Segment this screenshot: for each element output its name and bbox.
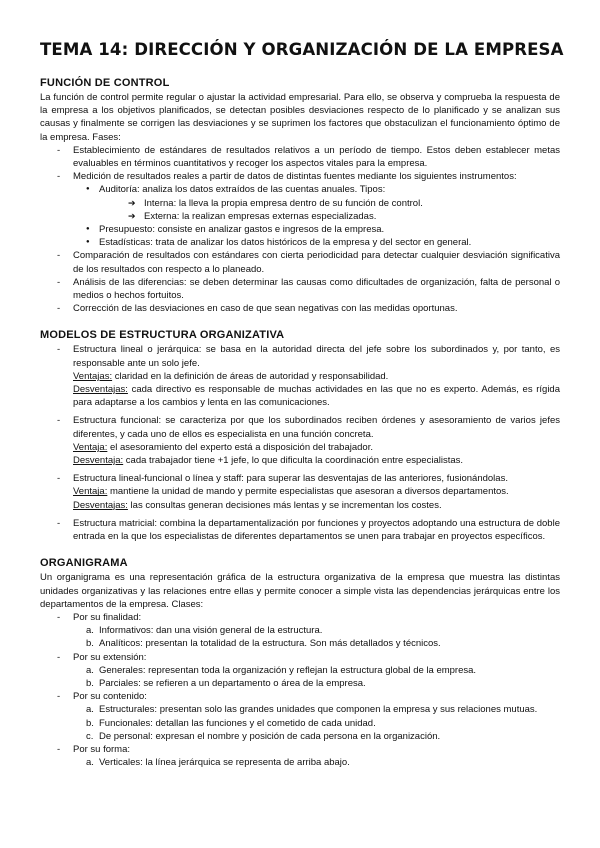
list-marker: b. (86, 638, 94, 650)
class-content: - Por su contenido: (40, 690, 560, 703)
list-marker: a. (86, 704, 94, 716)
list-marker: c. (86, 730, 94, 742)
list-marker: a. (86, 757, 94, 769)
model-linear-advantages (40, 370, 560, 383)
disadvantages-label: Desventajas: (73, 384, 128, 396)
list-marker: a. (86, 664, 94, 676)
advantage-label: Ventaja: (73, 441, 108, 453)
list-marker: b. (86, 717, 94, 729)
class-extension: - Por su extensión: (40, 651, 560, 664)
instrument-budget: ● Presupuesto: consiste en analizar gastos e ingresos de la empresa. (40, 223, 560, 236)
page-title: TEMA 14: DIRECCIÓN Y ORGANIZACIÓN DE LA EMPRESA (40, 40, 564, 59)
list-item-text: Funcionales: detallan las funciones y el cometido de cada unidad. (99, 717, 376, 729)
class-content-c (40, 730, 560, 743)
class-form-a (40, 756, 560, 769)
disadvantages-label: Desventajas: (73, 499, 128, 511)
model-linear: - Estructura lineal o jerárquica: se basa en la autoridad directa del jefe sobre los subordinados y, por tanto, es responsable ante un solo jefe. (40, 343, 560, 369)
list-marker: a. (86, 625, 94, 637)
class-content-a (40, 703, 560, 716)
disadvantage-label: Desventaja: (73, 455, 124, 467)
class-extension-a (40, 664, 560, 677)
phase-standards: - Establecimiento de estándares de resultados relativos a un período de tiempo. Estos deben establecer metas evaluables en términos cuantitativos y recoger los aspectos vitales para la empresa. (40, 144, 560, 170)
control-phases-list (40, 144, 560, 316)
advantages-text: claridad en la definición de áreas de autoridad y responsabilidad. (112, 370, 389, 382)
model-line-staff: - Estructura lineal-funcional o línea y staff: para superar las desventajas de las anteriores, fusionándolas. (40, 472, 560, 485)
list-item-text: Parciales: se refieren a un departamento o área de la empresa. (99, 677, 366, 689)
model-functional-advantage (40, 441, 560, 454)
org-chart-intro-paragraph: Un organigrama es una representación gráfica de la estructura organizativa de la empresa que muestra las distintas unidades organizativas y las relaciones entre ellas y permite conocer a simple vista las dependencias jerárquicas entre los departamentos de la empresa. Clases: (40, 572, 560, 610)
structure-models-list (40, 343, 560, 543)
audit-external: ➔ Externa: la realizan empresas externas especializadas. (40, 210, 560, 223)
class-form: - Por su forma: (40, 743, 560, 756)
list-item-text: Estructurales: presentan solo las grandes unidades que componen la empresa y sus relaciones mutuas. (99, 704, 538, 716)
model-functional-disadvantage (40, 454, 560, 467)
model-functional: - Estructura funcional: se caracteriza por que los subordinados reciben órdenes y asesoramiento de varios jefes diferentes, y cada uno de ellos es especialista en una función concreta. (40, 414, 560, 440)
advantage-text: mantiene la unidad de mando y permite especialistas que asesoran a diversos departamentos. (107, 486, 509, 498)
phase-measurement: - Medición de resultados reales a partir de datos de distintas fuentes mediante los siguientes instrumentos: (40, 170, 560, 183)
heading-control-function: FUNCIÓN DE CONTROL (40, 77, 170, 89)
model-line-staff-advantage (40, 485, 560, 498)
class-purpose-b (40, 637, 560, 650)
advantage-label: Ventaja: (73, 486, 108, 498)
list-item-text: De personal: expresan el nombre y posición de cada persona en la organización. (99, 730, 441, 742)
model-line-staff-disadvantages (40, 499, 560, 512)
instrument-statistics: ● Estadísticas: trata de analizar los datos históricos de la empresa y del sector en general. (40, 236, 560, 249)
phase-comparison: - Comparación de resultados con estándares con cierta periodicidad para detectar cualquier desviación significativa de los resultados con respecto a lo planeado. (40, 249, 560, 275)
class-content-b (40, 717, 560, 730)
list-marker: b. (86, 677, 94, 689)
class-purpose-a (40, 624, 560, 637)
model-linear-disadvantages (40, 383, 560, 409)
advantages-label: Ventajas: (73, 370, 113, 382)
list-item-text: Verticales: la línea jerárquica se representa de arriba abajo. (99, 757, 350, 769)
advantage-text: el asesoramiento del experto está a disposición del trabajador. (107, 441, 373, 453)
org-chart-classes-list (40, 611, 560, 769)
instrument-audit: ● Auditoría: analiza los datos extraídos de las cuentas anuales. Tipos: (40, 183, 560, 196)
list-item-text: Informativos: dan una visión general de la estructura. (99, 625, 323, 637)
list-item-text: Analíticos: presentan la totalidad de la estructura. Son más detallados y técnicos. (99, 638, 441, 650)
phase-correction: - Corrección de las desviaciones en caso de que sean negativas con las medidas oportunas. (40, 302, 560, 315)
heading-structure-models: MODELOS DE ESTRUCTURA ORGANIZATIVA (40, 329, 285, 342)
class-purpose: - Por su finalidad: (40, 611, 560, 624)
phase-analysis: - Análisis de las diferencias: se deben determinar las causas como dificultades de organización, falta de personal o medios o hechos fortuitos. (40, 276, 560, 302)
model-matrix: - Estructura matricial: combina la departamentalización por funciones y proyectos adoptando una estructura de doble entrada en la que los especialistas de diferentes departamentos se unen para trabajar en proyectos específicos. (40, 517, 560, 543)
control-intro-paragraph: La función de control permite regular o ajustar la actividad empresarial. Para ello, se observa y comprueba la respuesta de la empresa a los objetivos planificados, se detectan posibles desviaciones respecto de lo planificado y se analizan sus causas y finalmente se corrigen las desviaciones y se suprimen los factores que obstaculizan el funcionamiento óptimo de la empresa. Fases: (40, 92, 560, 143)
audit-internal: ➔ Interna: la lleva la propia empresa dentro de su función de control. (40, 197, 560, 210)
class-extension-b (40, 677, 560, 690)
heading-org-chart: ORGANIGRAMA (40, 557, 128, 570)
disadvantages-text: las consultas generan decisiones más lentas y se incrementan los costes. (127, 499, 442, 511)
disadvantages-text: cada directivo es responsable de muchas actividades en las que no es experto. Además, es rígida para adaptarse a los cambios y lenta en las comunicaciones. (73, 384, 560, 409)
list-item-text: Generales: representan toda la organización y reflejan la estructura global de la empresa. (99, 664, 477, 676)
disadvantage-text: cada trabajador tiene +1 jefe, lo que dificulta la coordinación entre especialistas. (123, 455, 464, 467)
